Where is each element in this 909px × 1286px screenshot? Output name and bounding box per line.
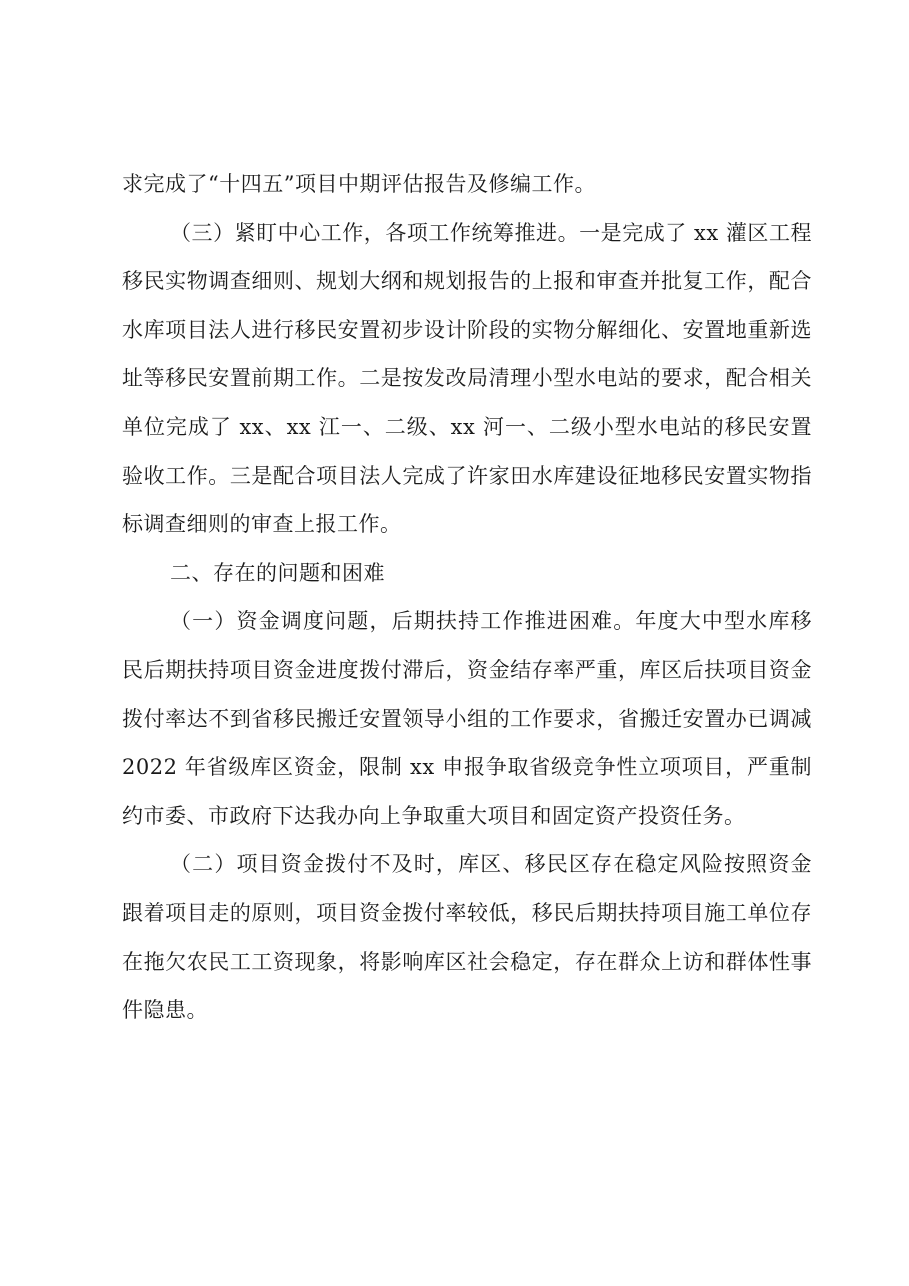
paragraph-section-three: （三）紧盯中心工作，各项工作统筹推进。一是完成了 xx 灌区工程移民实物调查细则、规划大纲和规划报告的上报和审查并批复工作，配合水库项目法人进行移民安置初步设计阶段的实物分解细化、安置地重新选址等移民安置前期工作。二是按发改局清理小型水电站的要求，配合相关单位完成了 xx、xx 江一、二级、xx 河一、二级小型水电站的移民安置验收工作。三是配合项目法人完成了许家田水库建设征地移民安置实物指标调查细则的审查上报工作。: [122, 220, 812, 537]
paragraph-problem-one: （一）资金调度问题，后期扶持工作推进困难。年度大中型水库移民后期扶持项目资金进度拨付滞后，资金结存率严重，库区后扶项目资金拨付率达不到省移民搬迁安置领导小组的工作要求，省搬迁安置办已调减 2022 年省级库区资金，限制 xx 申报争取省级竞争性立项项目，严重制约市委、市政府下达我办向上争取重大项目和固定资产投资任务。: [122, 609, 812, 828]
document-body: [122, 160, 812, 1035]
paragraph-problem-two: （二）项目资金拨付不及时，库区、移民区存在稳定风险按照资金跟着项目走的原则，项目资金拨付率较低，移民后期扶持项目施工单位存在拖欠农民工工资现象，将影响库区社会稳定，存在群众上访和群体性事件隐患。: [122, 852, 812, 1023]
section-heading-problems: 二、存在的问题和困难: [170, 560, 385, 585]
paragraph-continuation: 求完成了“十四五”项目中期评估报告及修编工作。: [122, 172, 596, 196]
